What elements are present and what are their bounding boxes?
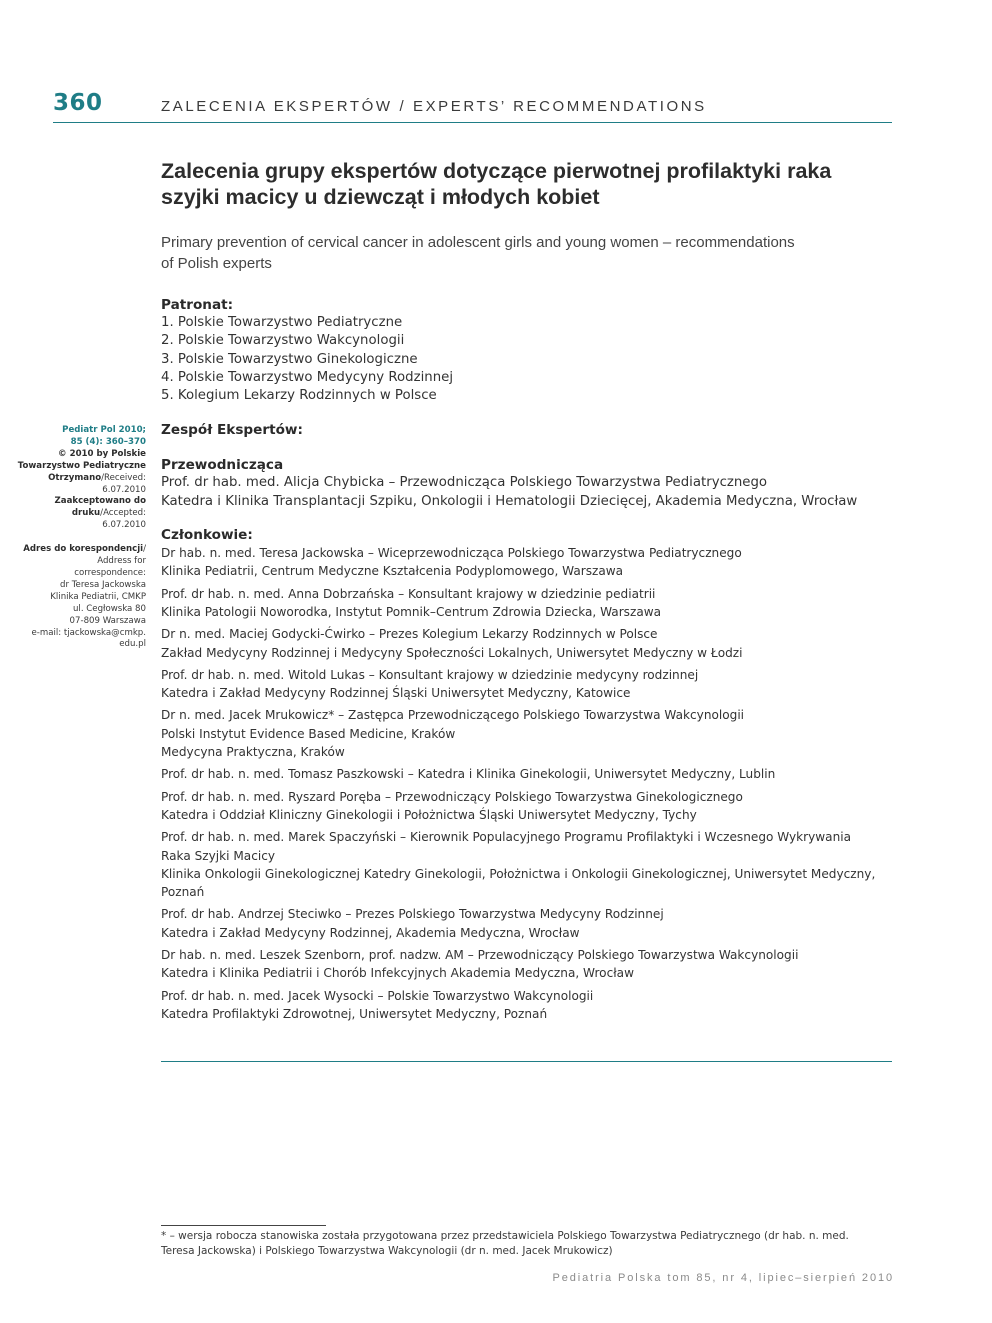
received-label-pl: Otrzymano [48, 472, 102, 483]
citation [14, 425, 146, 449]
member-line: Katedra i Zakład Medycyny Rodzinnej Śląski Uniwersytet Medyczny, Katowice [161, 686, 631, 701]
copyright-line: © 2010 by Polskie [58, 448, 146, 459]
members-list [161, 544, 896, 1023]
member-line: Dr n. med. Maciej Godycki-Ćwirko – Prezes Kolegium Lekarzy Rodzinnych w Polsce [161, 627, 658, 642]
address-label-en: Address for [97, 556, 146, 567]
patronage-list [161, 314, 896, 405]
patronage-item: 5. Kolegium Lekarzy Rodzinnych w Polsce [161, 388, 437, 404]
patronage-item: 1. Polskie Towarzystwo Pediatryczne [161, 315, 403, 330]
address-label-pl: Adres do korespondencji [23, 544, 144, 555]
accepted-date: 6.07.2010 [102, 520, 146, 531]
member-line: Dr n. med. Jacek Mrukowicz* – Zastępca Przewodniczącego Polskiego Towarzystwa Wakcynologii [161, 708, 745, 723]
member-line: Prof. dr hab. n. med. Anna Dobrzańska – Konsultant krajowy w dziedzinie pediatrii [161, 586, 656, 601]
member-line: Dr hab. n. med. Leszek Szenborn, prof. nadzw. AM – Przewodniczący Polskiego Towarzystwa Wakcynologii [161, 948, 799, 963]
journal-footer: Pediatria Polska tom 85, nr 4, lipiec–sierpień 2010 [552, 1272, 894, 1284]
copyright [14, 449, 146, 473]
member-line: Prof. dr hab. n. med. Marek Spaczyński – Kierownik Populacyjnego Programu Profilaktyki i Wczesnego Wykrywania [161, 830, 852, 845]
title-en-line-2: of Polish experts [161, 255, 272, 272]
member-line: Prof. dr hab. n. med. Jacek Wysocki – Polskie Towarzystwo Wakcynologii [161, 988, 594, 1003]
received-date: 6.07.2010 [102, 484, 146, 495]
member-line: Katedra Profilaktyki Zdrowotnej, Uniwersytet Medyczny, Poznań [161, 1006, 548, 1021]
member-line: Katedra i Zakład Medycyny Rodzinnej, Akademia Medyczna, Wrocław [161, 925, 580, 940]
running-head: ZALECENIA EKSPERTÓW / EXPERTS’ RECOMMENDATIONS [161, 98, 707, 115]
address-street: ul. Cegłowska 80 [72, 603, 146, 614]
article-title-en [161, 232, 881, 274]
patronage-item: 3. Polskie Towarzystwo Ginekologiczne [161, 351, 418, 367]
received-label-en: /Received: [101, 472, 146, 483]
main-content [161, 296, 896, 1027]
article-title-pl [161, 158, 881, 210]
member-line: Katedra i Klinika Pediatrii i Chorób Infekcyjnych Akademia Medyczna, Wrocław [161, 966, 634, 981]
member-line: Prof. dr hab. n. med. Ryszard Poręba – Przewodniczący Polskiego Towarzystwa Ginekologicznego [161, 789, 743, 804]
end-rule [161, 1061, 892, 1062]
address-label-en: correspondence: [74, 567, 146, 578]
accepted-label-pl: Zaakceptowano do [54, 496, 146, 507]
patronage-item: 4. Polskie Towarzystwo Medycyny Rodzinnej [161, 369, 454, 385]
chair-line: Katedra i Klinika Transplantacji Szpiku, Onkologii i Hematologii Dziecięcej, Akademia Medyczna, Wrocław [161, 493, 858, 509]
footnote-line: * – wersja robocza stanowiska została przygotowana przez przedstawiciela Polskiego Towarzystwa Pediatrycznego (dr hab. n. med. [161, 1230, 849, 1242]
chair-line: Prof. dr hab. med. Alicja Chybicka – Przewodnicząca Polskiego Towarzystwa Pediatrycznego [161, 475, 768, 491]
member-entry [161, 765, 896, 783]
member-entry [161, 706, 896, 761]
footnote [161, 1229, 896, 1259]
member-line: Katedra i Oddział Kliniczny Ginekologii i Położnictwa Śląski Uniwersytet Medyczny, Tychy [161, 807, 697, 822]
header-rule [53, 122, 892, 123]
correspondence-address [14, 544, 146, 651]
member-entry [161, 585, 896, 622]
member-line: Prof. dr hab. Andrzej Steciwko – Prezes Polskiego Towarzystwa Medycyny Rodzinnej [161, 907, 664, 922]
citation-line: 85 (4): 360–370 [70, 436, 146, 447]
received [14, 473, 146, 497]
title-en-line-1: Primary prevention of cervical cancer in adolescent girls and young women – recommendations [161, 234, 795, 251]
member-entry [161, 828, 896, 901]
member-line: Polski Instytut Evidence Based Medicine, Kraków [161, 726, 456, 741]
member-line: Prof. dr hab. n. med. Witold Lukas – Konsultant krajowy w dziedzinie medycyny rodzinnej [161, 667, 699, 682]
member-entry [161, 625, 896, 662]
member-line: Poznań [161, 885, 205, 900]
member-line: Medycyna Praktyczna, Kraków [161, 745, 345, 760]
members-heading: Członkowie: [161, 527, 253, 544]
address-institution: Klinika Pediatrii, CMKP [50, 591, 146, 602]
page-number: 360 [53, 90, 103, 116]
accepted [14, 496, 146, 532]
member-entry [161, 666, 896, 703]
footnote-rule [161, 1225, 326, 1226]
email-link[interactable]: edu.pl [119, 639, 146, 650]
member-entry [161, 987, 896, 1024]
member-line: Raka Szyjki Macicy [161, 848, 276, 863]
citation-line: Pediatr Pol 2010; [62, 425, 146, 435]
member-line: Klinika Onkologii Ginekologicznej Katedry Ginekologii, Położnictwa i Onkologii Ginekologicznej, Uniwersytet Medyczny, [161, 866, 876, 881]
member-line: Klinika Pediatrii, Centrum Medyczne Kształcenia Podyplomowego, Warszawa [161, 564, 624, 579]
member-line: Zakład Medycyny Rodzinnej i Medycyny Społeczności Lokalnych, Uniwersytet Medyczny w Łodzi [161, 645, 743, 660]
sidebar-metadata [14, 425, 146, 651]
chair-heading: Przewodnicząca [161, 457, 284, 474]
accepted-label-pl: druku [71, 508, 101, 519]
member-entry [161, 946, 896, 983]
footnote-line: Teresa Jackowska) i Polskiego Towarzystwa Wakcynologii (dr n. med. Jacek Mrukowicz) [161, 1245, 613, 1257]
address-label-en: / [143, 544, 146, 555]
accepted-label-en: /Accepted: [100, 508, 146, 519]
member-entry [161, 544, 896, 581]
title-pl-line-1: Zalecenia grupy ekspertów dotyczące pierwotnej profilaktyki raka [161, 159, 832, 183]
patronage-heading: Patronat: [161, 297, 234, 313]
patronage-item: 2. Polskie Towarzystwo Wakcynologii [161, 333, 405, 349]
address-city: 07-809 Warszawa [69, 615, 146, 626]
member-line: Prof. dr hab. n. med. Tomasz Paszkowski – Katedra i Klinika Ginekologii, Uniwersytet Medyczny, Lublin [161, 767, 776, 782]
member-line: Dr hab. n. med. Teresa Jackowska – Wiceprzewodnicząca Polskiego Towarzystwa Pediatrycznego [161, 546, 742, 561]
member-entry [161, 788, 896, 825]
copyright-line: Towarzystwo Pediatryczne [17, 460, 146, 471]
title-pl-line-2: szyjki macicy u dziewcząt i młodych kobiet [161, 185, 600, 209]
member-line: Klinika Patologii Noworodka, Instytut Pomnik–Centrum Zdrowia Dziecka, Warszawa [161, 604, 662, 619]
member-entry [161, 905, 896, 942]
address-name: dr Teresa Jackowska [60, 579, 146, 590]
email-link[interactable]: e-mail: tjackowska@cmkp. [31, 627, 146, 638]
experts-heading: Zespół Ekspertów: [161, 422, 303, 439]
